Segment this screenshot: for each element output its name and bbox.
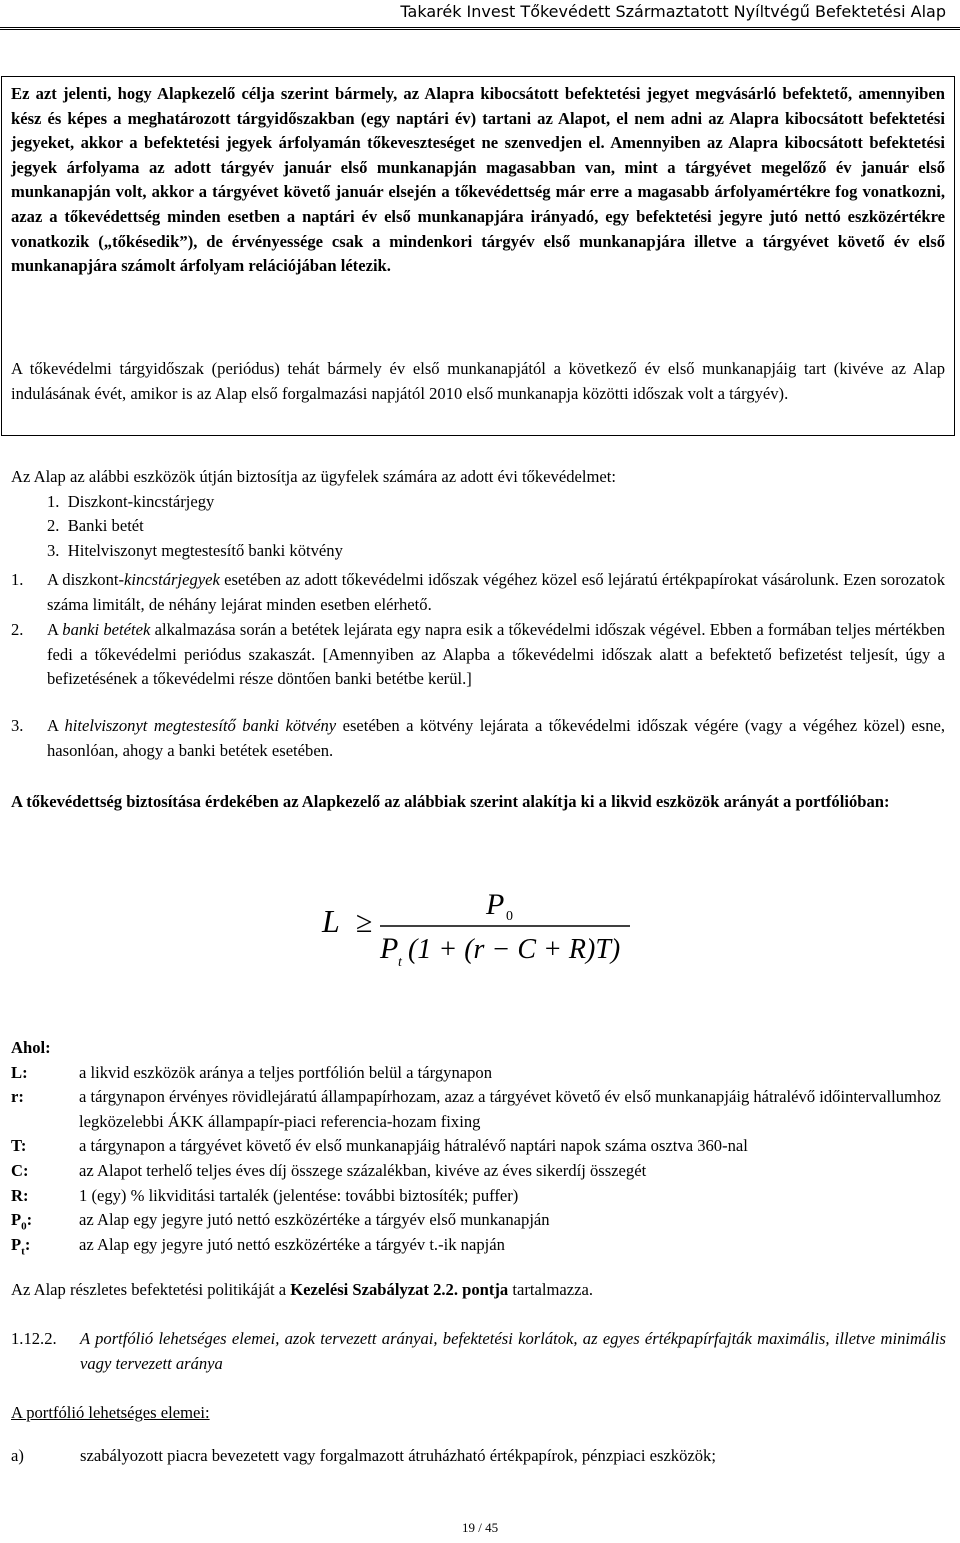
- detail-text: alkalmazása során a betétek lejárata egy napra esik a tőkevédelmi időszak végével. Ebben a formában teljes mértékben fedi a tőkevédelmi periódus szakaszát. [Amennyiben az Alapba a tőkevédelmi időszak alatt a befektető befizetést teljesít, úgy a befizetésének a tőkevédelmi része döntően banki betétbe kerül.]: [47, 620, 946, 689]
- definition-key: $P_t$:: [11, 1234, 31, 1258]
- detail-item-2: [11, 618, 945, 692]
- definition-key: T:: [11, 1136, 27, 1156]
- definition-row: [11, 1233, 951, 1258]
- policy-line: Az Alap részletes befektetési politikáját a Kezelési Szabályzat 2.2. pontja tartalmazza.: [11, 1280, 593, 1299]
- definition-value: a tárgynapon a tárgyévet követő év első munkanapjáig hátralévő naptári napok száma osztva 360-nal: [79, 1136, 748, 1156]
- definition-value: 1 (egy) % likviditási tartalék (jelentése: további biztosíték; puffer): [79, 1185, 519, 1205]
- formula-numerator: P: [486, 888, 505, 921]
- detail-item-3: [11, 714, 945, 763]
- definition-value: az Alapot terhelő teljes éves díj összege százalékban, kivéve az éves sikerdíj összegét: [79, 1160, 647, 1180]
- liquidity-heading: A tőkevédettség biztosítása érdekében az Alapkezelő az alábbiak szerint alakítja ki a likvid eszközök arányát a portfólióban:: [11, 792, 890, 811]
- definition-key: r:: [11, 1087, 24, 1107]
- detail-number: 1.: [11, 570, 24, 589]
- definition-value: az Alap egy jegyre jutó nettó eszközértéke a tárgyév első munkanapján: [79, 1210, 550, 1230]
- formula-relation: ≥: [356, 906, 373, 939]
- box-normal-paragraph: A tőkevédelmi tárgyidőszak (periódus) tehát bármely év első munkanapjától a következő év első munkanapjáig tart (kivéve az Alap indulásának évét, amikor is az Alap első forgalmazási napjától 2010 első munkanapja közötti időszak volt a tárgyév).: [11, 359, 945, 403]
- definition-key: L:: [11, 1062, 28, 1082]
- definition-key: R:: [11, 1185, 29, 1205]
- definition-row: [11, 1134, 951, 1159]
- portfolio-item-label: a): [11, 1446, 24, 1465]
- detail-item-1: [11, 568, 945, 617]
- document-title: Takarék Invest Tőkevédett Származtatott Nyíltvégű Befektetési Alap: [400, 2, 946, 21]
- definition-row: [11, 1184, 951, 1209]
- definition-key: C:: [11, 1160, 29, 1180]
- assets-list-item: 2. Banki betét: [47, 516, 144, 535]
- detail-number: 2.: [11, 620, 24, 639]
- definition-row: [11, 1061, 951, 1086]
- definition-value: az Alap egy jegyre jutó nettó eszközértéke a tárgyév t.-ik napján: [79, 1234, 505, 1254]
- page-separator: /: [474, 1520, 486, 1535]
- detail-text: A: [47, 620, 63, 639]
- formula-denominator-rest: (1 + (r − C + R)T): [408, 934, 621, 965]
- definition-value: a likvid eszközök aránya a teljes portfólión belül a tárgynapon: [79, 1062, 493, 1082]
- page-total: 45: [485, 1520, 499, 1535]
- assets-list-item: 1. Diszkont-kincstárjegy: [47, 492, 215, 511]
- header-divider: [0, 27, 960, 33]
- formula-lhs: L: [322, 903, 340, 939]
- detail-text: A: [47, 716, 65, 735]
- detail-text: esetében a kötvény lejárata a tőkevédelmi időszak végére (vagy a végéhez közel) esne, hasonlóan, ahogy a banki betétek esetében.: [47, 716, 945, 760]
- definitions-heading: Ahol:: [11, 1038, 51, 1057]
- definition-key: $P_0$:: [11, 1210, 33, 1233]
- detail-italic: hitelviszonyt megtestesítő banki kötvény: [64, 716, 337, 735]
- assets-list-item: 3. Hitelviszonyt megtestesítő banki kötvény: [47, 541, 343, 560]
- section-title: A portfólió lehetséges elemei, azok tervezett arányai, befektetési korlátok, az egyes értékpapírfajták maximális, illetve minimális vagy tervezett aránya: [80, 1329, 946, 1373]
- liquidity-formula: [318, 882, 648, 972]
- definition-row: [11, 1208, 951, 1233]
- section-number: 1.12.2.: [11, 1329, 57, 1348]
- portfolio-elements-heading: A portfólió lehetséges elemei:: [11, 1403, 210, 1422]
- page-number: 19: [461, 1520, 475, 1535]
- portfolio-item-text: szabályozott piacra bevezetett vagy forgalmazott átruházható értékpapírok, pénzpiaci eszközök;: [80, 1446, 716, 1465]
- detail-text: A diszkont-: [47, 570, 125, 589]
- page-footer: [0, 1520, 960, 1536]
- formula-denominator-p: P: [380, 932, 399, 965]
- assets-intro: Az Alap az alábbi eszközök útján biztosítja az ügyfelek számára az adott évi tőkevédelmet:: [11, 467, 616, 486]
- definition-row: [11, 1159, 951, 1184]
- detail-number: 3.: [11, 716, 24, 735]
- definition-value: a tárgynapon érvényes rövidlejáratú állampapírhozam, azaz a tárgyévet követő év első munkanapjáig hátralévő időintervallumhoz legközelebbi ÁKK állampapír-piaci referencia-hozam fixing: [79, 1087, 941, 1131]
- definitions-list: [11, 1036, 951, 1257]
- detail-italic: kincstárjegyek: [124, 570, 220, 589]
- formula-numerator-sub: 0: [506, 909, 513, 924]
- definition-row: [11, 1085, 951, 1134]
- box-bold-paragraph: Ez azt jelenti, hogy Alapkezelő célja szerint bármely, az Alapra kibocsátott befektetési jegyet megvásárló befektető, amennyiben kész és képes a meghatározott tárgyidőszakban (egy naptári év) tartani az Alapot, el nem adni az Alapra kibocsátott befektetési jegyeket, akkor a befektetési jegyek árfolyamán tőkeveszteséget ne szenvedjen el. Amennyiben az Alapra kibocsátott befektetési jegyek árfolyama az adott tárgyév január első munkanapján magasabban van, mint a tárgyévet megelőző év január első munkanapján volt, akkor a tárgyévet követő január elsején a tőkevédettség már erre a magasabb árfolyamértékre fog vonatkozni, azaz a tőkevédettség minden esetben a naptári év első munkanapjára irányadó, egy befektetési jegyre jutó nettó eszközértékre vonatkozik („tőkésedik”), de érvényessége csak a mindenkori tárgyév első munkanapjára illetve a tárgyévet követő év első munkanapjára számolt árfolyam relációjában létezik.: [11, 84, 945, 276]
- formula-denominator-sub: t: [398, 955, 402, 970]
- detail-italic: banki betétek: [62, 620, 151, 639]
- detail-text: esetében az adott tőkevédelmi időszak végéhez közel eső lejáratú értékpapírokat vásárolunk. Ezen sorozatok száma limitált, de néhány lejárat minden esetben elérhető.: [47, 570, 945, 614]
